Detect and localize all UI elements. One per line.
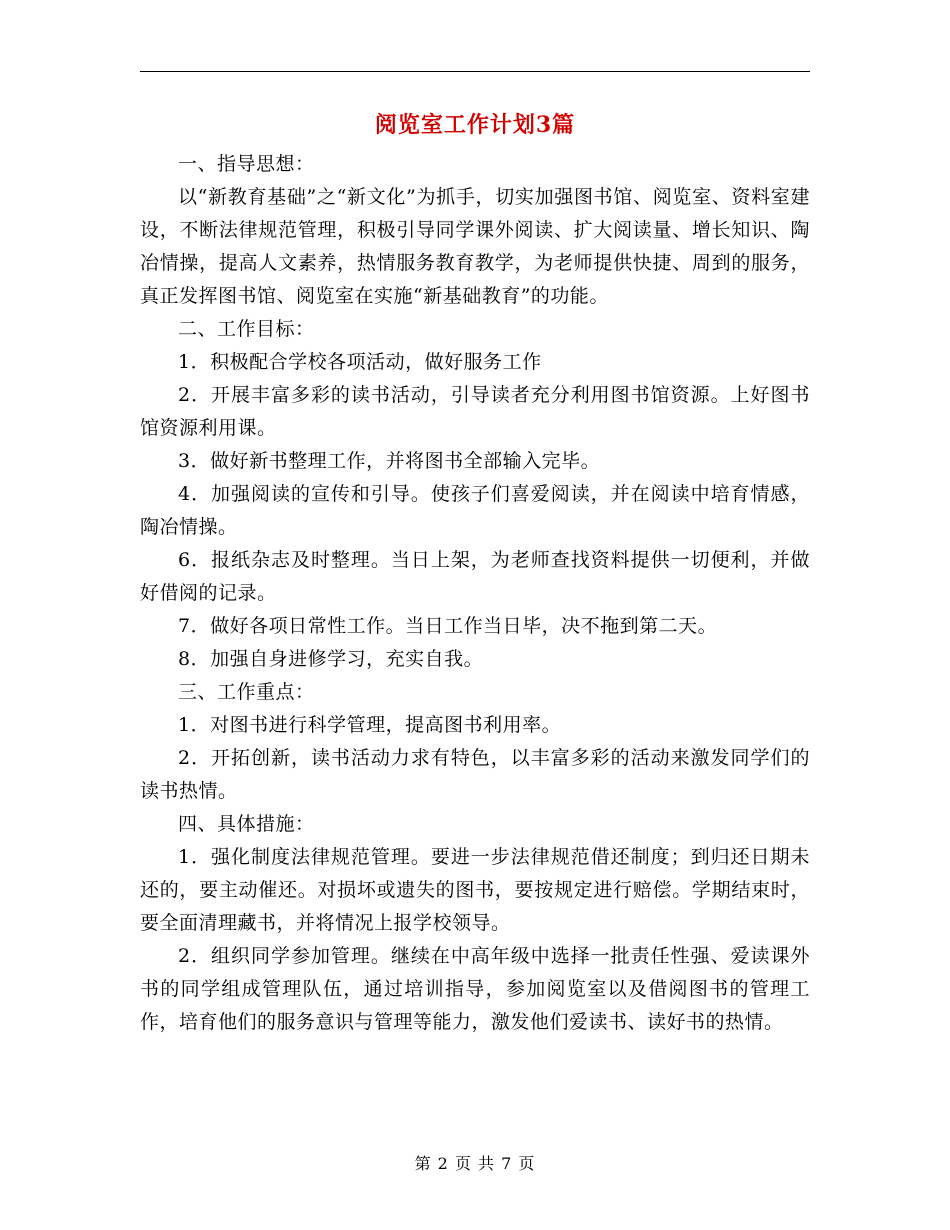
document-body	[140, 148, 810, 1039]
list-item: 2．开拓创新，读书活动力求有特色，以丰富多彩的活动来激发同学们的读书热情。	[140, 747, 810, 802]
header-rule	[140, 71, 810, 72]
list-item: 4．加强阅读的宣传和引导。使孩子们喜爱阅读，并在阅读中培育情感，陶冶情操。	[140, 483, 810, 538]
document-title: 阅览室工作计划3篇	[374, 112, 576, 138]
section-heading-guiding-ideology: 一、指导思想：	[178, 153, 315, 175]
page-number-footer: 第 2 页 共 7 页	[414, 1154, 536, 1173]
list-item: 1．强化制度法律规范管理。要进一步法律规范借还制度；到归还日期未还的，要主动催还。对损坏或遗失的图书，要按规定进行赔偿。学期结束时，要全面清理藏书，并将情况上报学校领导。	[140, 846, 810, 934]
list-item: 2．开展丰富多彩的读书活动，引导读者充分利用图书馆资源。上好图书馆资源利用课。	[140, 384, 810, 439]
list-item: 8．加强自身进修学习，充实自我。	[178, 648, 484, 670]
paragraph: 以“新教育基础”之“新文化”为抓手，切实加强图书馆、阅览室、资料室建设，不断法律规范管理，积极引导同学课外阅读、扩大阅读量、增长知识、陶冶情操，提高人文素养，热情服务教育教学，为老师提供快捷、周到的服务，真正发挥图书馆、阅览室在实施“新基础教育”的功能。	[140, 186, 810, 307]
list-item: 2．组织同学参加管理。继续在中高年级中选择一批责任性强、爱读课外书的同学组成管理队伍，通过培训指导，参加阅览室以及借阅图书的管理工作，培育他们的服务意识与管理等能力，激发他们爱读书、读好书的热情。	[140, 945, 810, 1033]
list-item: 1．积极配合学校各项活动，做好服务工作	[178, 351, 542, 373]
list-item: 6．报纸杂志及时整理。当日上架，为老师查找资料提供一切便利，并做好借阅的记录。	[140, 549, 810, 604]
list-item: 1．对图书进行科学管理，提高图书利用率。	[178, 714, 562, 736]
section-heading-specific-measures: 四、具体措施：	[178, 813, 315, 835]
section-heading-work-focus: 三、工作重点：	[178, 681, 315, 703]
list-item: 3．做好新书整理工作，并将图书全部输入完毕。	[178, 450, 601, 472]
section-heading-work-goals: 二、工作目标：	[178, 318, 315, 340]
list-item: 7．做好各项日常性工作。当日工作当日毕，决不拖到第二天。	[178, 615, 718, 637]
